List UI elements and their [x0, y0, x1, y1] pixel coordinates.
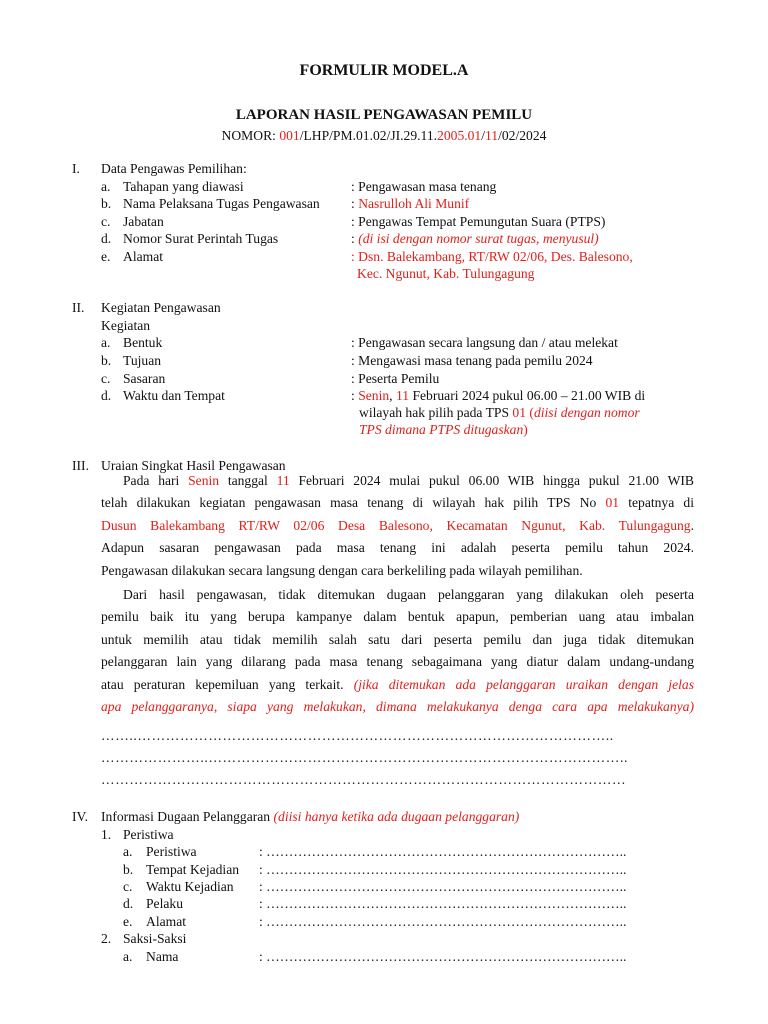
item-label: Nama Pelaksana Tugas Pengawasan: [123, 196, 320, 211]
item-label: Peristiwa: [146, 844, 197, 859]
subsection-number: 1.: [101, 827, 112, 842]
section-heading: Data Pengawas Pemilihan:: [101, 161, 247, 176]
dotted-fill-line: …………………………………………………………………………………………………: [101, 772, 627, 787]
section-heading: Informasi Dugaan Pelanggaran (diisi hanya ketika ada dugaan pelanggaran): [101, 809, 520, 824]
dotted-fill-line: …………………..……………………………………………………………………………..: [101, 750, 628, 765]
item-value-continued: TPS dimana PTPS ditugaskan): [359, 422, 528, 437]
item-label: Bentuk: [123, 335, 163, 350]
paragraph-line: Adapun sasaran pengawasan pada masa tenang ini adalah peserta pemilu tahun 2024.: [101, 540, 694, 556]
item-label: Tempat Kejadian: [146, 862, 240, 877]
item-label: Waktu dan Tempat: [123, 388, 225, 403]
section-number: I.: [72, 161, 80, 176]
item-letter: b.: [123, 862, 134, 877]
item-label: Alamat: [123, 249, 164, 264]
item-letter: c.: [101, 371, 111, 386]
item-value: : Pengawas Tempat Pemungutan Suara (PTPS): [351, 214, 606, 229]
item-label: Tahapan yang diawasi: [123, 179, 244, 194]
item-value: : Peserta Pemilu: [351, 371, 440, 386]
section-subheading: Kegiatan: [101, 318, 151, 333]
paragraph-line: apa pelanggaranya, siapa yang melakukan, dimana melakukanya denga cara apa melakukanya): [101, 698, 694, 714]
item-letter: c.: [101, 214, 111, 229]
item-value: : ……………………………………………………………………..: [259, 914, 627, 929]
item-letter: a.: [123, 949, 133, 964]
item-letter: e.: [123, 914, 133, 929]
item-value-continued: Kec. Ngunut, Kab. Tulungagung: [357, 266, 535, 281]
item-value: : Mengawasi masa tenang pada pemilu 2024: [351, 353, 593, 368]
item-letter: d.: [101, 388, 112, 403]
item-letter: a.: [123, 844, 133, 859]
section-heading: Uraian Singkat Hasil Pengawasan: [101, 458, 286, 473]
item-label: Alamat: [146, 914, 187, 929]
item-label: Sasaran: [123, 371, 166, 386]
subsection-number: 2.: [101, 931, 112, 946]
paragraph-line: telah dilakukan kegiatan pengawasan masa tenang di wilayah hak pilih TPS No 01 tepatnya di: [101, 495, 694, 511]
item-label: Jabatan: [123, 214, 164, 229]
paragraph-2: [101, 584, 694, 718]
paragraph-line: Pada hari Senin tanggal 11 Februari 2024 mulai pukul 06.00 WIB hingga pukul 21.00 WIB: [123, 473, 694, 488]
section-number: II.: [72, 300, 85, 315]
item-letter: d.: [123, 896, 134, 911]
item-value: : Dsn. Balekambang, RT/RW 02/06, Des. Balesono,: [351, 249, 633, 264]
paragraph-line: Pengawasan dilakukan secara langsung dengan cara berkeliling pada wilayah pemilihan.: [101, 562, 583, 578]
paragraph-line: atau peraturan kepemiluan yang terkait. (jika ditemukan ada pelanggaran uraikan dengan jelas: [101, 676, 694, 692]
item-letter: a.: [101, 335, 111, 350]
item-letter: b.: [101, 196, 112, 211]
item-letter: e.: [101, 249, 111, 264]
item-label: Nomor Surat Perintah Tugas: [123, 231, 279, 246]
item-value: : (di isi dengan nomor surat tugas, menyusul): [351, 231, 599, 246]
item-letter: b.: [101, 353, 112, 368]
form-title: FORMULIR MODEL.A: [299, 62, 469, 79]
item-value: : Senin, 11 Februari 2024 pukul 06.00 – 21.00 WIB di: [351, 388, 646, 403]
paragraph-line: pemilu baik itu yang berupa kampanye dalam bentuk apapun, pemberian uang atau imbalan: [101, 609, 694, 625]
section-heading: Kegiatan Pengawasan: [101, 300, 221, 315]
item-value: : Nasrulloh Ali Munif: [351, 196, 470, 211]
item-letter: d.: [101, 231, 112, 246]
report-title: LAPORAN HASIL PENGAWASAN PEMILU: [235, 107, 533, 123]
item-value-continued: wilayah hak pilih pada TPS 01 (diisi dengan nomor: [359, 405, 640, 420]
item-label: Waktu Kejadian: [146, 879, 234, 894]
item-value: : Pengawasan secara langsung dan / atau melekat: [351, 335, 618, 350]
paragraph-line: pelanggaran lain yang dilarang pada masa tenang sebagaimana yang diatur dalam undang-undang: [101, 654, 694, 670]
item-value: : Pengawasan masa tenang: [351, 179, 497, 194]
item-value: : ……………………………………………………………………..: [259, 862, 627, 877]
item-value: : ……………………………………………………………………..: [259, 896, 627, 911]
item-value: : ……………………………………………………………………..: [259, 879, 627, 894]
section-number: III.: [72, 458, 89, 473]
paragraph-line: Dari hasil pengawasan, tidak ditemukan dugaan pelanggaran yang dilakukan oleh peserta: [123, 587, 694, 602]
paragraph-line: untuk memilih atau tidak memilih salah satu dari peserta pemilu dan juga tidak ditemukan: [101, 631, 694, 647]
item-label: Pelaku: [146, 896, 183, 911]
subsection-label: Peristiwa: [123, 827, 174, 842]
paragraph-line: Dusun Balekambang RT/RW 02/06 Desa Balesono, Kecamatan Ngunut, Kab. Tulungagung.: [101, 517, 694, 533]
subsection-label: Saksi-Saksi: [123, 931, 187, 946]
item-label: Nama: [146, 949, 179, 964]
paragraph-1: [101, 470, 694, 582]
section-number: IV.: [72, 809, 88, 824]
item-letter: c.: [123, 879, 133, 894]
dotted-fill-line: ……..………………………………………………………………………………………..: [101, 728, 614, 743]
item-value: : ……………………………………………………………………..: [259, 844, 627, 859]
item-value: : ……………………………………………………………………..: [259, 949, 627, 964]
item-letter: a.: [101, 179, 111, 194]
report-number: NOMOR: 001/LHP/PM.01.02/JI.29.11.2005.01/11/02/2024: [221, 128, 547, 143]
item-label: Tujuan: [123, 353, 162, 368]
